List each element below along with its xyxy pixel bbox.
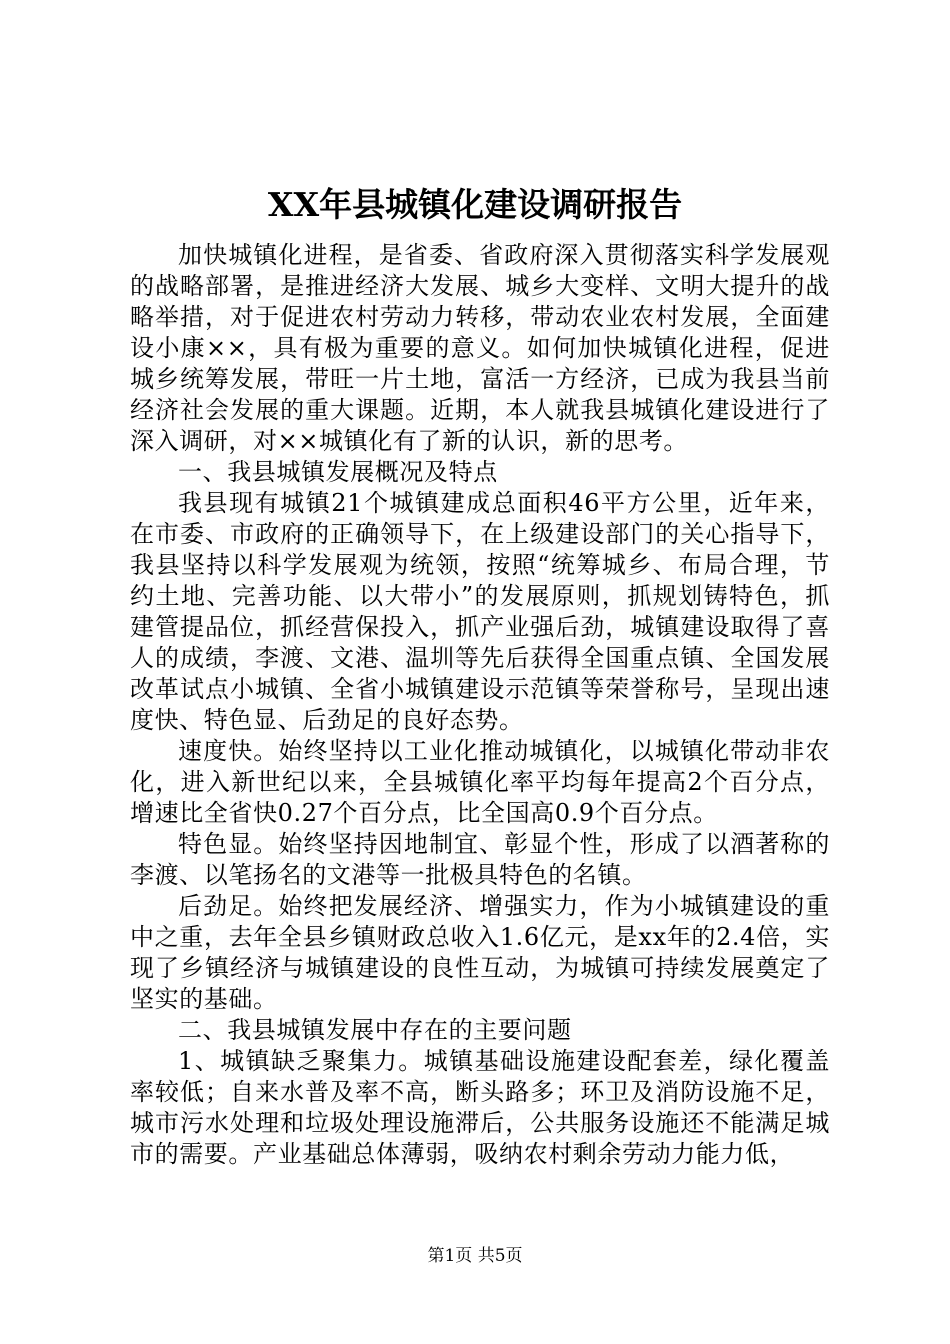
paragraph-intro: 加快城镇化进程，是省委、省政府深入贯彻落实科学发展观的战略部署，是推进经济大发展、城乡大变样、文明大提升的战略举措，对于促进农村劳动力转移，带动农业农村发展，全面建设小康××，具有极为重要的意义。如何加快城镇化进程，促进城乡统筹发展，带旺一片土地，富活一方经济，已成为我县当前经济社会发展的重大课题。近期，本人就我县城镇化建设进行了深入调研，对××城镇化有了新的认识，新的思考。	[130, 241, 830, 455]
paragraph-overview: 我县现有城镇21个城镇建成总面积46平方公里，近年来，在市委、市政府的正确领导下，在上级建设部门的关心指导下，我县坚持以科学发展观为统领，按照“统筹城乡、布局合理，节约土地、完善功能、以大带小”的发展原则，抓规划铸特色，抓建管提品位，抓经营保投入，抓产业强后劲，城镇建设取得了喜人的成绩，李渡、文港、温圳等先后获得全国重点镇、全国发展改革试点小城镇、全省小城镇建设示范镇等荣誉称号，呈现出速度快、特色显、后劲足的良好态势。	[130, 489, 830, 734]
page-number-footer: 第1页 共5页	[427, 1246, 523, 1266]
document-body	[130, 240, 830, 1170]
section-heading-1: 一、我县城镇发展概况及特点	[178, 458, 498, 486]
paragraph-feature: 特色显。始终坚持因地制宜、彰显个性，形成了以酒著称的李渡、以笔扬名的文港等一批极具特色的名镇。	[130, 830, 830, 889]
paragraph-momentum: 后劲足。始终把发展经济、增强实力，作为小城镇建设的重中之重，去年全县乡镇财政总收入1.6亿元，是xx年的2.4倍，实现了乡镇经济与城镇建设的良性互动，为城镇可持续发展奠定了坚实的基础。	[130, 892, 830, 1013]
document-title: XX年县城镇化建设调研报告	[267, 185, 683, 224]
paragraph-problem-1: 1、城镇缺乏聚集力。城镇基础设施建设配套差，绿化覆盖率较低；自来水普及率不高，断头路多；环卫及消防设施不足，城市污水处理和垃圾处理设施滞后，公共服务设施还不能满足城市的需要。产业基础总体薄弱，吸纳农村剩余劳动力能力低，	[130, 1047, 830, 1168]
section-heading-2: 二、我县城镇发展中存在的主要问题	[178, 1016, 572, 1044]
paragraph-speed: 速度快。始终坚持以工业化推动城镇化，以城镇化带动非农化，进入新世纪以来，全县城镇化率平均每年提高2个百分点，增速比全省快0.27个百分点，比全国高0.9个百分点。	[130, 737, 830, 827]
